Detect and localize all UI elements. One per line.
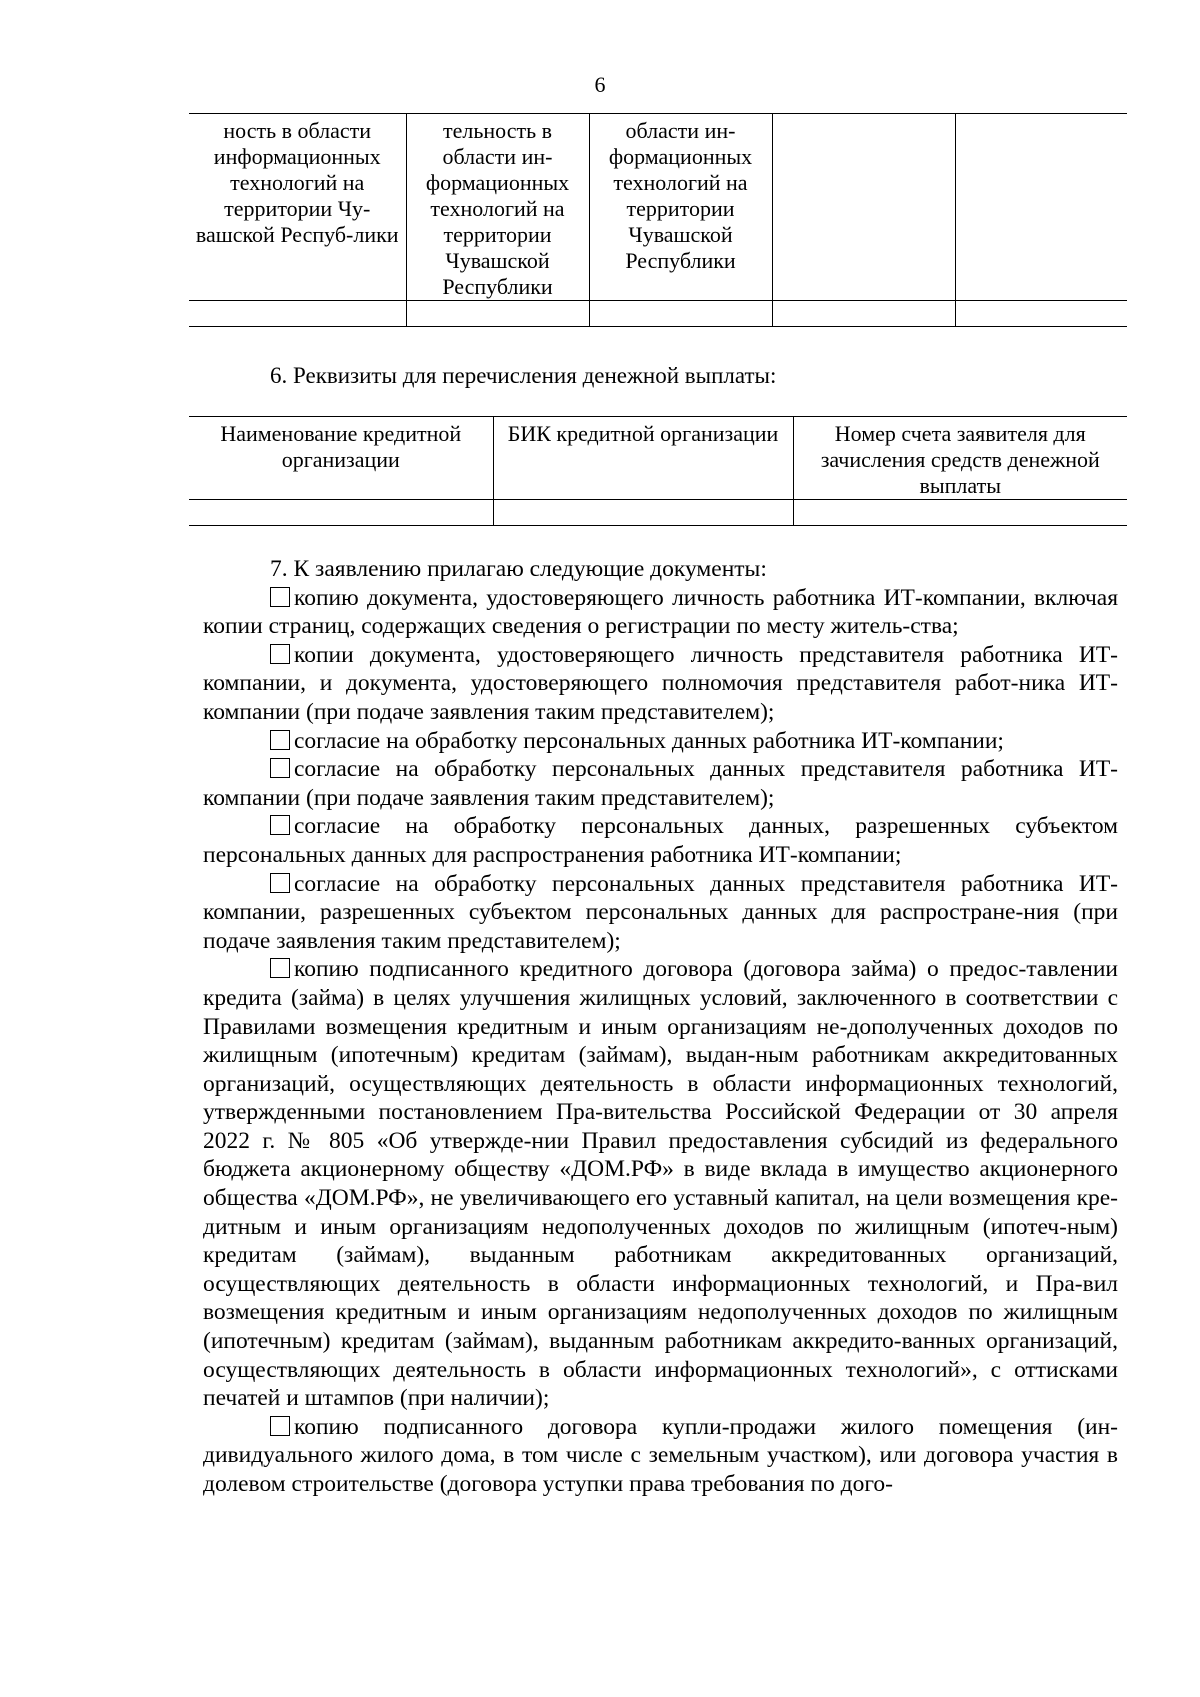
- checkbox[interactable]: [270, 958, 290, 978]
- table-row: [189, 114, 1127, 301]
- table-cell: [589, 301, 772, 327]
- table-cell: области ин-формационных технологий на территории Чувашской Республики: [589, 114, 772, 301]
- table-cell: [772, 301, 955, 327]
- attached-documents-section: [203, 555, 1118, 1499]
- list-item-text: копии документа, удостоверяющего личность представителя работника ИТ-компании, и документа, удостоверяющего полномочия представителя работ-ника ИТ-компании (при подаче заявления таким представителем);: [203, 641, 1118, 725]
- checkbox[interactable]: [270, 730, 290, 750]
- list-item: [203, 812, 1118, 869]
- table-cell: [955, 114, 1127, 301]
- list-item-text: согласие на обработку персональных данных, разрешенных субъектом персональных данных для распространения работника ИТ-компании;: [203, 813, 1118, 868]
- list-item-text: согласие на обработку персональных данных представителя работника ИТ-компании (при подаче заявления таким представителем);: [203, 756, 1118, 811]
- checkbox[interactable]: [270, 1416, 290, 1436]
- list-item: [203, 955, 1118, 1413]
- table-cell: ность в области информационных технологий на территории Чу-вашской Респуб-лики: [189, 114, 406, 301]
- column-header-bik: БИК кредитной организации: [493, 417, 793, 500]
- list-item-text: согласие на обработку персональных данных работника ИТ-компании;: [294, 727, 1004, 754]
- table-row: [189, 500, 1127, 526]
- table-row: [189, 301, 1127, 327]
- table-cell: [772, 114, 955, 301]
- account-number-cell[interactable]: [793, 500, 1127, 526]
- list-item-text: копию подписанного договора купли-продажи жилого помещения (ин-дивидуального жилого дома, в том числе с земельным участком), или договора участия в долевом строительстве (договора уступки права требования по дого-: [203, 1413, 1118, 1497]
- section-6-heading: 6. Реквизиты для перечисления денежной выплаты:: [270, 363, 777, 388]
- table-cell: тельность в области ин-формационных технологий на территории Чувашской Республики: [406, 114, 589, 301]
- checkbox[interactable]: [270, 644, 290, 664]
- bik-cell[interactable]: [493, 500, 793, 526]
- list-item: [203, 727, 1118, 756]
- list-item: [203, 870, 1118, 956]
- checkbox[interactable]: [270, 815, 290, 835]
- bank-name-cell[interactable]: [189, 500, 493, 526]
- section-7-heading: 7. К заявлению прилагаю следующие документы:: [270, 556, 767, 582]
- checkbox[interactable]: [270, 873, 290, 893]
- table-header-row: [189, 417, 1127, 500]
- organization-table-continuation: [189, 113, 1127, 327]
- column-header-account-number: Номер счета заявителя для зачисления средств денежной выплаты: [793, 417, 1127, 500]
- list-item: [203, 755, 1118, 812]
- checkbox[interactable]: [270, 587, 290, 607]
- column-header-bank-name: Наименование кредитной организации: [189, 417, 493, 500]
- list-item-text: копию документа, удостоверяющего личность работника ИТ-компании, включая копии страниц, содержащих сведения о регистрации по месту житель-ства;: [203, 584, 1118, 640]
- table-cell: [189, 301, 406, 327]
- list-item: [203, 641, 1118, 727]
- page-number: 6: [594, 72, 606, 97]
- checkbox[interactable]: [270, 758, 290, 778]
- list-item: [203, 1413, 1118, 1499]
- table-cell: [406, 301, 589, 327]
- list-item: [203, 584, 1118, 641]
- bank-details-table: [189, 416, 1127, 526]
- list-item-text: копию подписанного кредитного договора (договора займа) о предос-тавлении кредита (займа) в целях улучшения жилищных условий, заключенного в соответствии с Правилами возмещения кредитным и иным организациям не-дополученных доходов по жилищным (ипотечным) кредитам (займам), выдан-ным работникам аккредитованных организаций, осуществляющих деятельность в области информационных технологий, утвержденными постановлением Пра-вительства Российской Федерации от 30 апреля 2022 г. № 805 «Об утвержде-нии Правил предоставления субсидий из федерального бюджета акционерному обществу «ДОМ.РФ» в виде вклада в имущество акционерного общества «ДОМ.РФ», не увеличивающего его уставный капитал, на цели возмещения кре-дитным и иным организациям недополученных доходов по жилищным (ипотеч-ным) кредитам (займам), выданным работникам аккредитованных организаций, осуществляющих деятельность в области информационных технологий, и Пра-вил возмещения кредитным и иным организациям недополученных доходов по жилищным (ипотечным) кредитам (займам), выданным работникам аккредито-ванных организаций, осуществляющих деятельность в области информационных технологий», с оттисками печатей и штампов (при наличии);: [203, 956, 1118, 1412]
- list-item-text: согласие на обработку персональных данных представителя работника ИТ-компании, разрешенных субъектом персональных данных для распростране-ния (при подаче заявления таким представителем);: [203, 870, 1118, 954]
- table-cell: [955, 301, 1127, 327]
